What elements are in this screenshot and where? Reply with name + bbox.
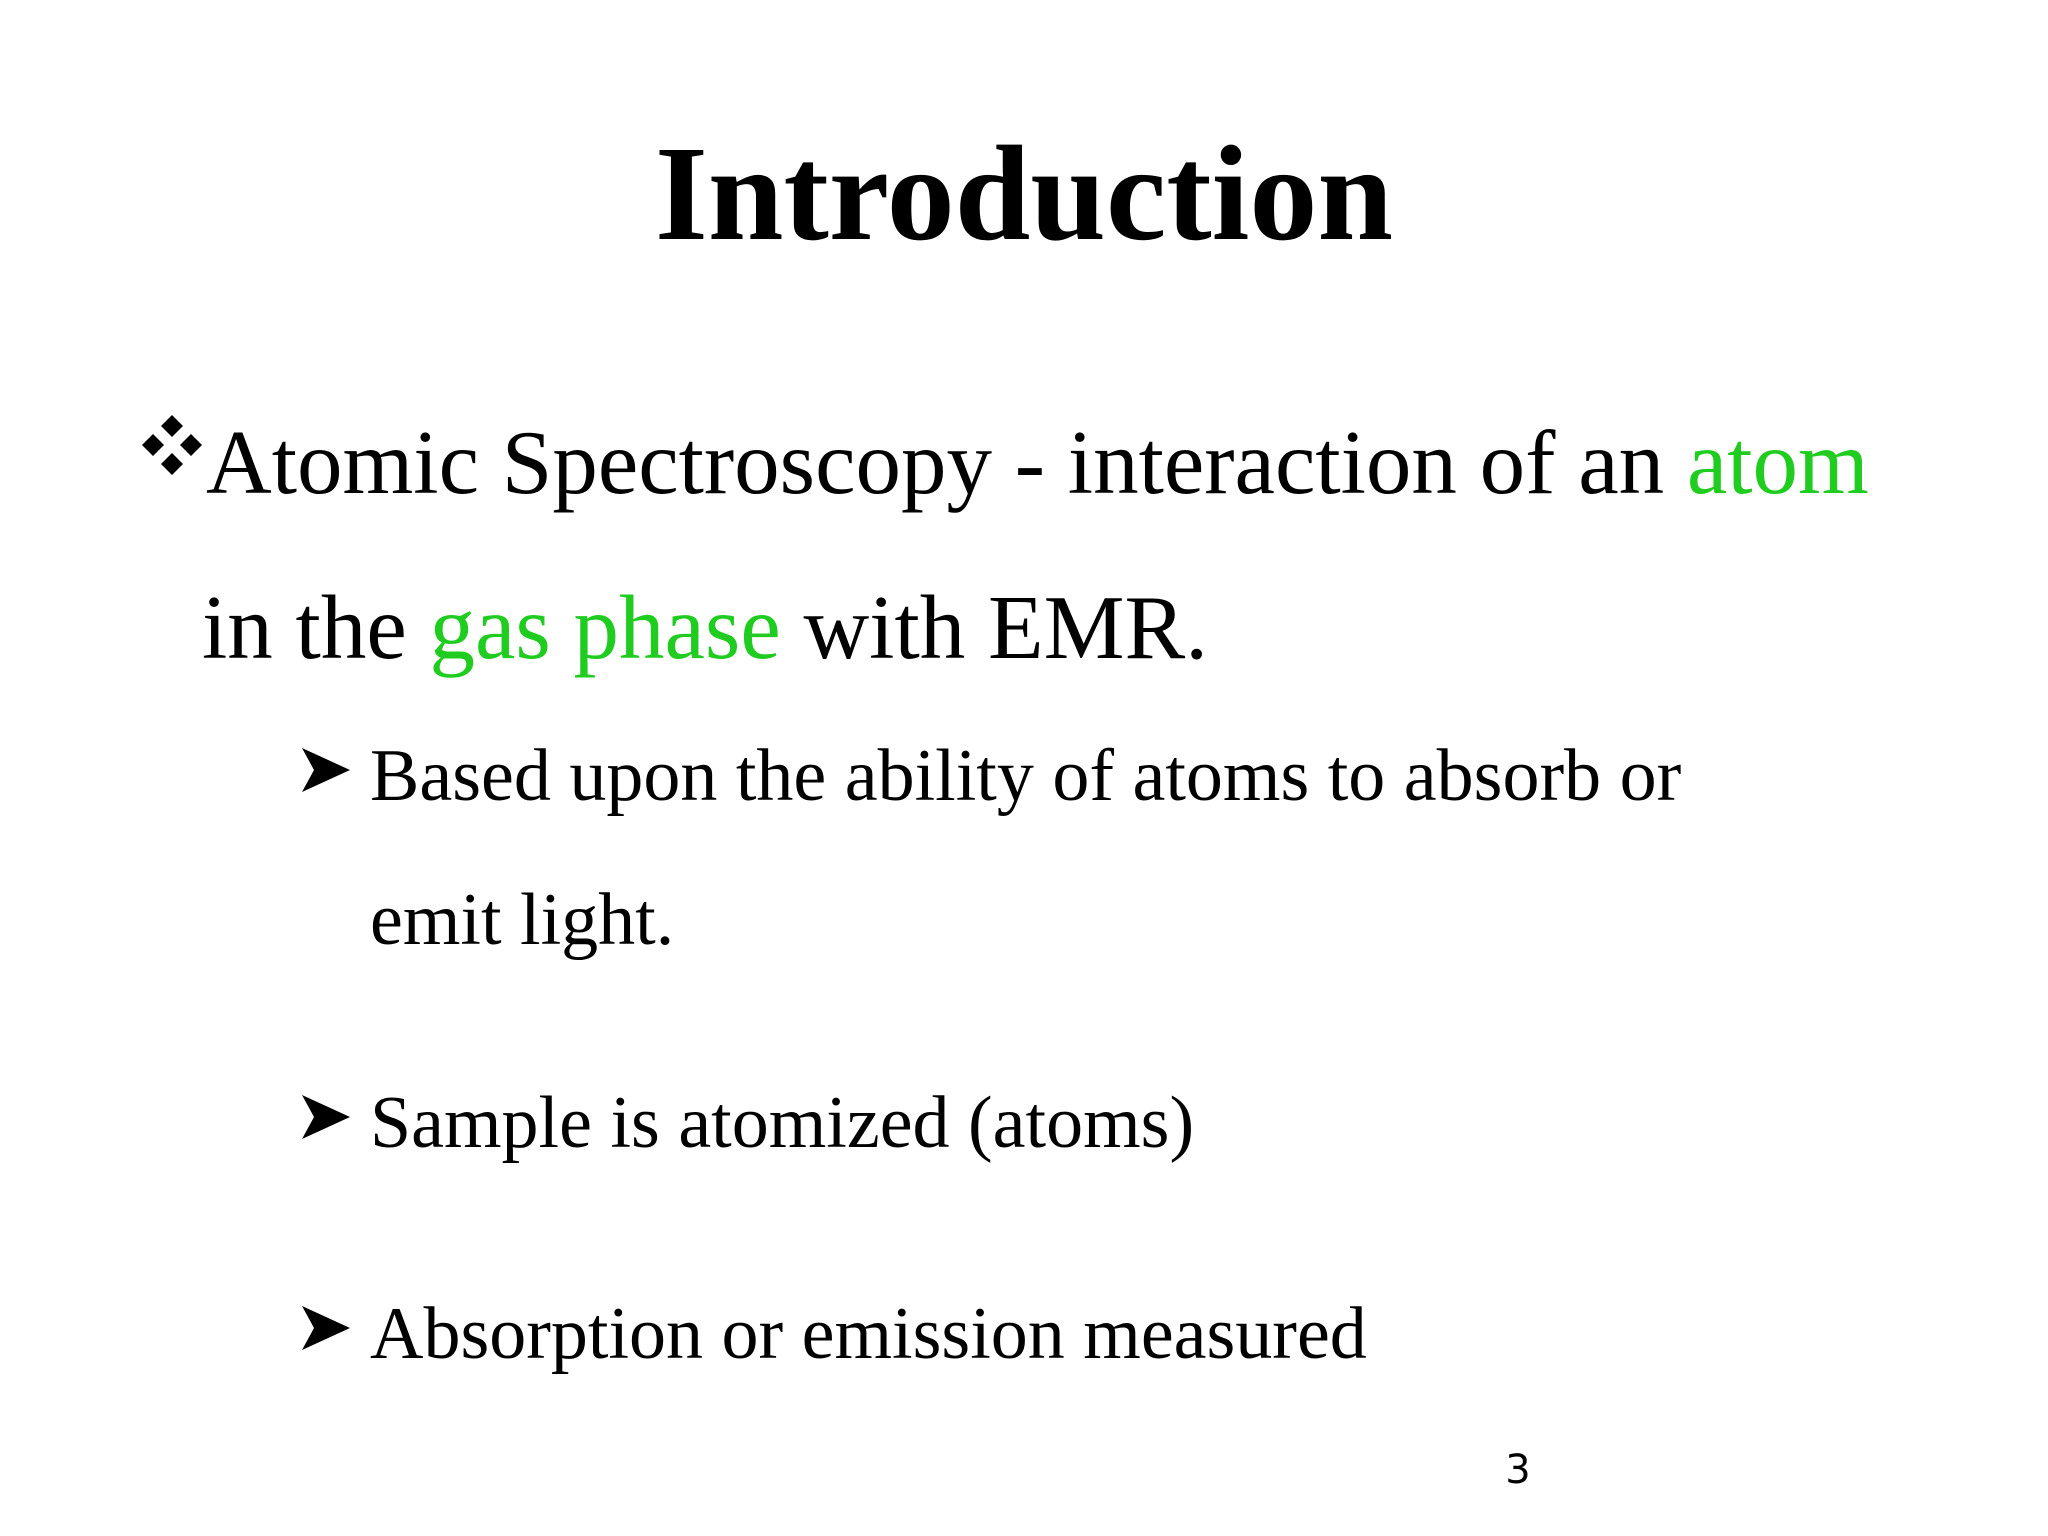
sub-bullet-1-text-1: Based upon the ability of atoms to absorb or [370,735,1682,817]
sub-bullet-1-line-2 [298,848,1898,992]
main-bullet [138,380,1938,710]
highlight-atom: atom [1686,412,1869,513]
page-number: 3 [1505,1447,1531,1493]
sub-bullet-2-text: Sample is atomized (atoms) [370,1082,1195,1164]
arrowhead-bullet-icon [298,1089,354,1145]
slide-title: Introduction [654,119,1394,269]
main-bullet-line-1 [138,380,1938,545]
sub-bullet-2-line-1 [298,1051,1898,1195]
sub-bullet-3-line-1 [298,1262,1898,1406]
main-bullet-text-2: in the [202,577,430,678]
highlight-gas-phase: gas phase [429,577,781,678]
diamond-four-bullet-icon [138,411,206,479]
main-bullet-text-3: with EMR. [780,577,1208,678]
sub-bullet-3-text: Absorption or emission measured [370,1293,1367,1375]
sub-bullet-1-text-2: emit light. [370,879,675,961]
sub-bullet-3 [298,1262,1898,1406]
sub-bullet-1 [298,704,1898,992]
main-bullet-line-2 [138,545,1938,710]
sub-bullet-2 [298,1051,1898,1195]
arrowhead-bullet-icon [298,742,354,798]
main-bullet-text-1: Atomic Spectroscopy - interaction of an [206,412,1687,513]
arrowhead-bullet-icon [298,1300,354,1356]
sub-bullet-1-line-1 [298,704,1898,848]
